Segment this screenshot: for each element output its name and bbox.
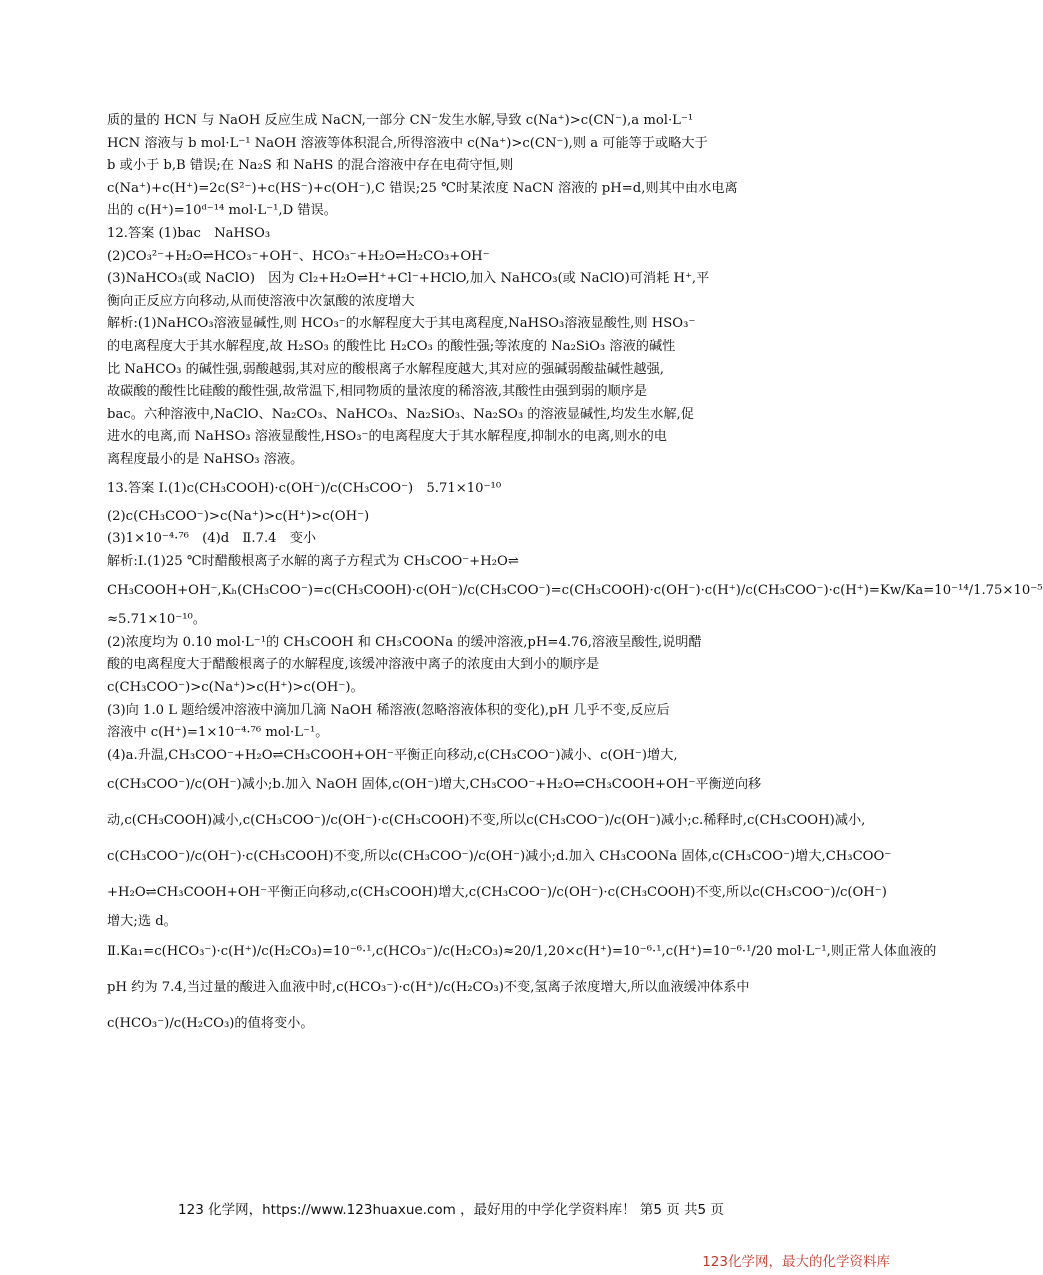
text-line: 衡向正反应方向移动,从而使溶液中次氯酸的浓度增大 [107,293,415,309]
text-line: 比 NaHCO₃ 的碱性强,弱酸越弱,其对应的酸根离子水解程度越大,其对应的强碱弱酸盐碱性越强, [107,361,664,377]
text-line: 的电离程度大于其水解程度,故 H₂SO₃ 的酸性比 H₂CO₃ 的酸性强;等浓度的 Na₂SiO₃ 溶液的碱性 [107,338,676,354]
formula-line: +H₂O⇌CH₃COOH+OH⁻平衡正向移动,c(CH₃COOH)增大,c(CH₃COO⁻)/c(OH⁻)·c(CH₃COOH)不变,所以c(CH₃COO⁻)/c(OH⁻) [107,885,887,901]
formula-line: c(HCO₃⁻)/c(H₂CO₃)的值将变小。 [107,1016,314,1032]
text-line: 酸的电离程度大于醋酸根离子的水解程度,该缓冲溶液中离子的浓度由大到小的顺序是 [107,657,600,673]
text-line: (2)CO₃²⁻+H₂O⇌HCO₃⁻+OH⁻、HCO₃⁻+H₂O⇌H₂CO₃+OH⁻ [107,248,490,264]
text-line: 故碳酸的酸性比硅酸的酸性强,故常温下,相同物质的量浓度的稀溶液,其酸性由强到弱的顺序是 [107,384,648,400]
formula-line: CH₃COOH+OH⁻,Kₕ(CH₃COO⁻)=c(CH₃COOH)·c(OH⁻)/c(CH₃COO⁻)=c(CH₃COOH)·c(OH⁻)·c(H⁺)/c(CH₃COO⁻)·c(H⁺)=Kw/Ka=10⁻¹⁴/1.75×10⁻⁵ [107,583,1043,599]
page-footer: 123 化学网，https://www.123huaxue.com ，最好用的中学化学资料库！ 第5 页 共5 页 [178,1202,724,1218]
answer-13-heading: 13.答案 Ⅰ.(1)c(CH₃COOH)·c(OH⁻)/c(CH₃COO⁻) 5.71×10⁻¹⁰ [107,480,502,496]
text-line: 质的量的 HCN 与 NaOH 反应生成 NaCN,一部分 CN⁻发生水解,导致 c(Na⁺)>c(CN⁻),a mol·L⁻¹ [107,113,694,128]
text-line: (4)a.升温,CH₃COO⁻+H₂O⇌CH₃COOH+OH⁻平衡正向移动,c(CH₃COO⁻)减小、c(OH⁻)增大, [107,747,678,763]
text-line: c(Na⁺)+c(H⁺)=2c(S²⁻)+c(HS⁻)+c(OH⁻),C 错误;25 ℃时某浓度 NaCN 溶液的 pH=d,则其中由水电离 [107,180,738,196]
text-line: 解析:Ⅰ.(1)25 ℃时醋酸根离子水解的离子方程式为 CH₃COO⁻+H₂O⇌ [107,553,519,569]
answer-text [107,110,1043,1042]
text-line: (3)1×10⁻⁴·⁷⁶ (4)d Ⅱ.7.4 变小 [107,531,317,547]
text-line: 溶液中 c(H⁺)=1×10⁻⁴·⁷⁶ mol·L⁻¹。 [107,725,329,741]
text-line: 出的 c(H⁺)=10ᵈ⁻¹⁴ mol·L⁻¹,D 错误。 [107,203,337,219]
formula-line: 动,c(CH₃COOH)减小,c(CH₃COO⁻)/c(OH⁻)·c(CH₃COOH)不变,所以c(CH₃COO⁻)/c(OH⁻)减小;c.稀释时,c(CH₃COOH)减小, [107,813,866,829]
watermark: 123化学网，最大的化学资料库 [702,1254,890,1270]
text-line: (2)浓度均为 0.10 mol·L⁻¹的 CH₃COOH 和 CH₃COONa 的缓冲溶液,pH=4.76,溶液呈酸性,说明醋 [107,634,702,650]
text-line: (2)c(CH₃COO⁻)>c(Na⁺)>c(H⁺)>c(OH⁻) [107,508,370,524]
formula-line: c(CH₃COO⁻)/c(OH⁻)·c(CH₃COOH)不变,所以c(CH₃COO⁻)/c(OH⁻)减小;d.加入 CH₃COONa 固体,c(CH₃COO⁻)增大,CH₃COO⁻ [107,849,892,865]
formula-line: c(CH₃COO⁻)/c(OH⁻)减小;b.加入 NaOH 固体,c(OH⁻)增大,CH₃COO⁻+H₂O⇌CH₃COOH+OH⁻平衡逆向移 [107,777,762,793]
text-line: 进水的电离,而 NaHSO₃ 溶液显酸性,HSO₃⁻的电离程度大于其水解程度,抑制水的电离,则水的电 [107,429,667,445]
answer-12-heading: 12.答案 (1)bac NaHSO₃ [107,225,271,241]
formula-line: Ⅱ.Ka₁=c(HCO₃⁻)·c(H⁺)/c(H₂CO₃)=10⁻⁶·¹,c(HCO₃⁻)/c(H₂CO₃)≈20/1,20×c(H⁺)=10⁻⁶·¹,c(H⁺)=10⁻⁶·¹/20 mol·L⁻¹,则正常人体血液的 [107,944,937,960]
text-line: ≈5.71×10⁻¹⁰。 [107,612,206,628]
text-line: HCN 溶液与 b mol·L⁻¹ NaOH 溶液等体积混合,所得溶液中 c(Na⁺)>c(CN⁻),则 a 可能等于或略大于 [107,135,708,151]
text-line: (3)向 1.0 L 题给缓冲溶液中滴加几滴 NaOH 稀溶液(忽略溶液体积的变化),pH 几乎不变,反应后 [107,702,670,718]
text-line: 解析:(1)NaHCO₃溶液显碱性,则 HCO₃⁻的水解程度大于其电离程度,NaHSO₃溶液显酸性,则 HSO₃⁻ [107,316,696,332]
text-line: 增大;选 d。 [107,914,177,930]
text-line: 离程度最小的是 NaHSO₃ 溶液。 [107,451,304,467]
text-line: b 或小于 b,B 错误;在 Na₂S 和 NaHS 的混合溶液中存在电荷守恒,则 [107,158,514,174]
formula-line: pH 约为 7.4,当过量的酸进入血液中时,c(HCO₃⁻)·c(H⁺)/c(H₂CO₃)不变,氢离子浓度增大,所以血液缓冲体系中 [107,980,750,996]
text-line: (3)NaHCO₃(或 NaClO) 因为 Cl₂+H₂O⇌H⁺+Cl⁻+HClO,加入 NaHCO₃(或 NaClO)可消耗 H⁺,平 [107,271,710,287]
text-line: bac。六种溶液中,NaClO、Na₂CO₃、NaHCO₃、Na₂SiO₃、Na₂SO₃ 的溶液显碱性,均发生水解,促 [107,406,694,422]
text-line: c(CH₃COO⁻)>c(Na⁺)>c(H⁺)>c(OH⁻)。 [107,680,364,696]
